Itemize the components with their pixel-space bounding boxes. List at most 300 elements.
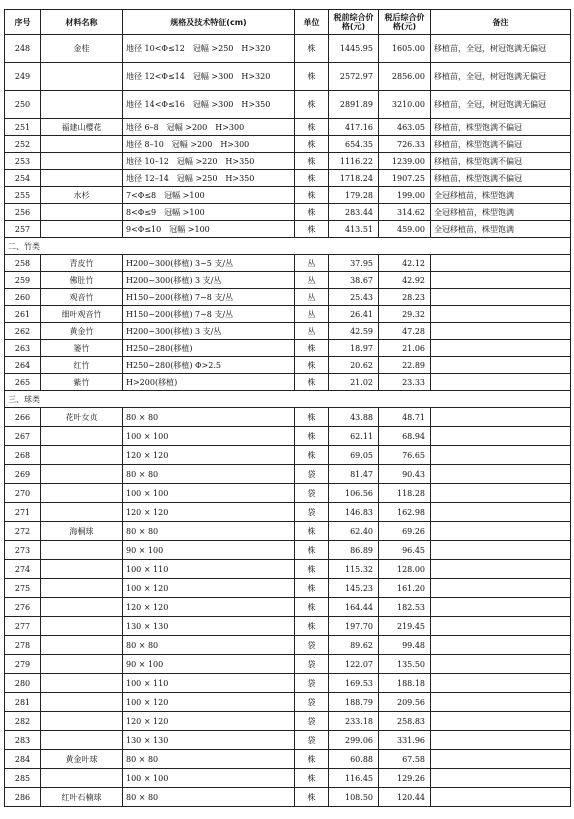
pre-tax-price: 81.47 bbox=[329, 465, 379, 484]
unit-cell: 袋 bbox=[295, 484, 329, 503]
row-number: 251 bbox=[5, 119, 41, 136]
unit-cell: 丛 bbox=[295, 323, 329, 340]
post-tax-price: 69.26 bbox=[379, 522, 431, 541]
spec-cell: 100 × 120 bbox=[123, 693, 295, 712]
material-name bbox=[41, 465, 123, 484]
post-tax-price: 209.56 bbox=[379, 693, 431, 712]
post-tax-price: 118.28 bbox=[379, 484, 431, 503]
spec-cell: 80 × 80 bbox=[123, 522, 295, 541]
row-number: 275 bbox=[5, 579, 41, 598]
note-cell: 移植苗，全冠，树冠饱满无偏冠 bbox=[431, 35, 571, 63]
row-number: 276 bbox=[5, 598, 41, 617]
post-tax-price: 67.58 bbox=[379, 750, 431, 769]
table-row bbox=[5, 598, 571, 617]
post-tax-price: 129.26 bbox=[379, 769, 431, 788]
spec-cell: 80 × 80 bbox=[123, 788, 295, 807]
unit-cell: 株 bbox=[295, 579, 329, 598]
row-number: 283 bbox=[5, 731, 41, 750]
unit-cell: 株 bbox=[295, 374, 329, 391]
row-number: 257 bbox=[5, 221, 41, 238]
table-row bbox=[5, 427, 571, 446]
pre-tax-price: 2891.89 bbox=[329, 91, 379, 119]
pre-tax-price: 1445.95 bbox=[329, 35, 379, 63]
material-name bbox=[41, 579, 123, 598]
spec-cell: 100 × 110 bbox=[123, 560, 295, 579]
unit-cell: 株 bbox=[295, 617, 329, 636]
spec-cell: 地径 8–10 冠幅 >200 H>300 bbox=[123, 136, 295, 153]
material-name bbox=[41, 153, 123, 170]
row-number: 282 bbox=[5, 712, 41, 731]
pre-tax-price: 116.45 bbox=[329, 769, 379, 788]
note-cell bbox=[431, 446, 571, 465]
material-name bbox=[41, 503, 123, 522]
unit-cell: 株 bbox=[295, 187, 329, 204]
pre-tax-price: 43.88 bbox=[329, 408, 379, 427]
note-cell: 全冠移植苗，株型饱满 bbox=[431, 204, 571, 221]
pre-tax-price: 108.50 bbox=[329, 788, 379, 807]
pre-tax-price: 164.44 bbox=[329, 598, 379, 617]
pre-tax-price: 18.97 bbox=[329, 340, 379, 357]
spec-cell: 90 × 100 bbox=[123, 655, 295, 674]
pre-tax-price: 42.59 bbox=[329, 323, 379, 340]
spec-cell: 120 × 120 bbox=[123, 598, 295, 617]
pre-tax-price: 146.83 bbox=[329, 503, 379, 522]
note-cell: 移植苗，株型饱满不偏冠 bbox=[431, 119, 571, 136]
spec-cell: 地径 12–14 冠幅 >250 H>350 bbox=[123, 170, 295, 187]
post-tax-price: 188.18 bbox=[379, 674, 431, 693]
pre-tax-price: 62.11 bbox=[329, 427, 379, 446]
spec-cell: 地径 6–8 冠幅 >200 H>300 bbox=[123, 119, 295, 136]
pre-tax-price: 89.62 bbox=[329, 636, 379, 655]
row-number: 255 bbox=[5, 187, 41, 204]
table-row bbox=[5, 465, 571, 484]
header-no: 序号 bbox=[5, 10, 41, 35]
table-row bbox=[5, 170, 571, 187]
material-name bbox=[41, 636, 123, 655]
unit-cell: 株 bbox=[295, 541, 329, 560]
material-name: 海桐球 bbox=[41, 522, 123, 541]
spec-cell: 8<Φ≤9 冠幅 >100 bbox=[123, 204, 295, 221]
spec-cell: 90 × 100 bbox=[123, 541, 295, 560]
post-tax-price: 199.00 bbox=[379, 187, 431, 204]
post-tax-price: 459.00 bbox=[379, 221, 431, 238]
material-name: 黄金竹 bbox=[41, 323, 123, 340]
note-cell: 全冠移植苗，株型饱满 bbox=[431, 187, 571, 204]
spec-cell: 7<Φ≤8 冠幅 >100 bbox=[123, 187, 295, 204]
spec-cell: 100 × 100 bbox=[123, 484, 295, 503]
post-tax-price: 76.65 bbox=[379, 446, 431, 465]
row-number: 256 bbox=[5, 204, 41, 221]
material-name: 红叶石楠球 bbox=[41, 788, 123, 807]
unit-cell: 株 bbox=[295, 408, 329, 427]
note-cell bbox=[431, 357, 571, 374]
table-row bbox=[5, 255, 571, 272]
material-name: 花叶女贞 bbox=[41, 408, 123, 427]
pre-tax-price: 60.88 bbox=[329, 750, 379, 769]
spec-cell: 120 × 120 bbox=[123, 503, 295, 522]
table-row bbox=[5, 503, 571, 522]
spec-cell: H>200(移植) bbox=[123, 374, 295, 391]
note-cell bbox=[431, 289, 571, 306]
pre-tax-price: 299.06 bbox=[329, 731, 379, 750]
row-number: 259 bbox=[5, 272, 41, 289]
note-cell bbox=[431, 750, 571, 769]
post-tax-price: 1605.00 bbox=[379, 35, 431, 63]
unit-cell: 株 bbox=[295, 340, 329, 357]
material-name bbox=[41, 204, 123, 221]
material-name: 紫竹 bbox=[41, 374, 123, 391]
note-cell bbox=[431, 340, 571, 357]
row-number: 279 bbox=[5, 655, 41, 674]
pre-tax-price: 2572.97 bbox=[329, 63, 379, 91]
row-number: 264 bbox=[5, 357, 41, 374]
table-row bbox=[5, 63, 571, 91]
material-name bbox=[41, 769, 123, 788]
material-name bbox=[41, 655, 123, 674]
material-name: 细叶观音竹 bbox=[41, 306, 123, 323]
unit-cell: 袋 bbox=[295, 674, 329, 693]
table-row bbox=[5, 788, 571, 807]
table-row bbox=[5, 655, 571, 674]
table-row bbox=[5, 153, 571, 170]
material-name bbox=[41, 712, 123, 731]
spec-cell: H250~280(移植) Φ>2.5 bbox=[123, 357, 295, 374]
table-row bbox=[5, 136, 571, 153]
material-name bbox=[41, 674, 123, 693]
row-number: 249 bbox=[5, 63, 41, 91]
table-row bbox=[5, 340, 571, 357]
unit-cell: 丛 bbox=[295, 306, 329, 323]
note-cell bbox=[431, 598, 571, 617]
material-name bbox=[41, 170, 123, 187]
material-name: 佛肚竹 bbox=[41, 272, 123, 289]
row-number: 271 bbox=[5, 503, 41, 522]
pre-tax-price: 106.56 bbox=[329, 484, 379, 503]
row-number: 250 bbox=[5, 91, 41, 119]
table-row bbox=[5, 769, 571, 788]
header-unit: 单位 bbox=[295, 10, 329, 35]
post-tax-price: 128.00 bbox=[379, 560, 431, 579]
table-row bbox=[5, 357, 571, 374]
pre-tax-price: 21.02 bbox=[329, 374, 379, 391]
note-cell bbox=[431, 484, 571, 503]
spec-cell: 100 × 110 bbox=[123, 674, 295, 693]
unit-cell: 丛 bbox=[295, 272, 329, 289]
row-number: 278 bbox=[5, 636, 41, 655]
unit-cell: 袋 bbox=[295, 465, 329, 484]
table-row bbox=[5, 693, 571, 712]
material-name bbox=[41, 693, 123, 712]
unit-cell: 袋 bbox=[295, 712, 329, 731]
row-number: 253 bbox=[5, 153, 41, 170]
note-cell: 移植苗，株型饱满不偏冠 bbox=[431, 170, 571, 187]
post-tax-price: 314.62 bbox=[379, 204, 431, 221]
unit-cell: 株 bbox=[295, 560, 329, 579]
table-row bbox=[5, 750, 571, 769]
unit-cell: 株 bbox=[295, 769, 329, 788]
pre-tax-price: 413.51 bbox=[329, 221, 379, 238]
table-row bbox=[5, 221, 571, 238]
table-row bbox=[5, 119, 571, 136]
material-name bbox=[41, 560, 123, 579]
post-tax-price: 90.43 bbox=[379, 465, 431, 484]
unit-cell: 株 bbox=[295, 522, 329, 541]
material-name: 金桂 bbox=[41, 35, 123, 63]
unit-cell: 袋 bbox=[295, 503, 329, 522]
unit-cell: 株 bbox=[295, 91, 329, 119]
pre-tax-price: 1116.22 bbox=[329, 153, 379, 170]
material-name bbox=[41, 446, 123, 465]
note-cell: 移植苗，全冠，树冠饱满无偏冠 bbox=[431, 91, 571, 119]
spec-cell: 地径 10–12 冠幅 >220 H>350 bbox=[123, 153, 295, 170]
row-number: 260 bbox=[5, 289, 41, 306]
post-tax-price: 135.50 bbox=[379, 655, 431, 674]
unit-cell: 株 bbox=[295, 221, 329, 238]
spec-cell: 120 × 120 bbox=[123, 446, 295, 465]
post-tax-price: 219.45 bbox=[379, 617, 431, 636]
post-tax-price: 29.32 bbox=[379, 306, 431, 323]
material-name bbox=[41, 91, 123, 119]
note-cell bbox=[431, 712, 571, 731]
spec-cell: 80 × 80 bbox=[123, 408, 295, 427]
note-cell bbox=[431, 560, 571, 579]
post-tax-price: 68.94 bbox=[379, 427, 431, 446]
post-tax-price: 162.98 bbox=[379, 503, 431, 522]
post-tax-price: 1907.25 bbox=[379, 170, 431, 187]
table-row bbox=[5, 731, 571, 750]
pre-tax-price: 26.41 bbox=[329, 306, 379, 323]
section-row bbox=[5, 238, 571, 255]
table-row bbox=[5, 408, 571, 427]
pre-tax-price: 417.16 bbox=[329, 119, 379, 136]
table-row bbox=[5, 522, 571, 541]
section-label: 三、球类 bbox=[5, 391, 571, 408]
post-tax-price: 463.05 bbox=[379, 119, 431, 136]
unit-cell: 株 bbox=[295, 446, 329, 465]
unit-cell: 株 bbox=[295, 204, 329, 221]
note-cell bbox=[431, 323, 571, 340]
spec-cell: 地径 14<Φ≤16 冠幅 >300 H>350 bbox=[123, 91, 295, 119]
header-row bbox=[5, 10, 571, 35]
unit-cell: 株 bbox=[295, 63, 329, 91]
table-row bbox=[5, 636, 571, 655]
post-tax-price: 23.33 bbox=[379, 374, 431, 391]
pre-tax-price: 145.23 bbox=[329, 579, 379, 598]
unit-cell: 袋 bbox=[295, 655, 329, 674]
pre-tax-price: 38.67 bbox=[329, 272, 379, 289]
pre-tax-price: 37.95 bbox=[329, 255, 379, 272]
header-note: 备注 bbox=[431, 10, 571, 35]
table-row bbox=[5, 187, 571, 204]
row-number: 262 bbox=[5, 323, 41, 340]
spec-cell: 地径 10<Φ≤12 冠幅 >250 H>320 bbox=[123, 35, 295, 63]
material-name bbox=[41, 136, 123, 153]
post-tax-price: 161.20 bbox=[379, 579, 431, 598]
spec-cell: 80 × 80 bbox=[123, 750, 295, 769]
header-post-tax: 税后综合价格(元) bbox=[379, 10, 431, 35]
unit-cell: 丛 bbox=[295, 289, 329, 306]
note-cell bbox=[431, 693, 571, 712]
table-row bbox=[5, 204, 571, 221]
note-cell bbox=[431, 788, 571, 807]
price-table bbox=[4, 9, 571, 807]
pre-tax-price: 188.79 bbox=[329, 693, 379, 712]
post-tax-price: 48.71 bbox=[379, 408, 431, 427]
material-name bbox=[41, 541, 123, 560]
row-number: 258 bbox=[5, 255, 41, 272]
row-number: 285 bbox=[5, 769, 41, 788]
post-tax-price: 726.33 bbox=[379, 136, 431, 153]
row-number: 286 bbox=[5, 788, 41, 807]
table-row bbox=[5, 374, 571, 391]
section-label: 二、竹类 bbox=[5, 238, 571, 255]
pre-tax-price: 115.32 bbox=[329, 560, 379, 579]
material-name bbox=[41, 484, 123, 503]
unit-cell: 株 bbox=[295, 598, 329, 617]
pre-tax-price: 283.44 bbox=[329, 204, 379, 221]
section-row bbox=[5, 391, 571, 408]
row-number: 281 bbox=[5, 693, 41, 712]
note-cell bbox=[431, 731, 571, 750]
table-row bbox=[5, 91, 571, 119]
note-cell: 移植苗，株型饱满不偏冠 bbox=[431, 153, 571, 170]
post-tax-price: 120.44 bbox=[379, 788, 431, 807]
table-row bbox=[5, 674, 571, 693]
spec-cell: 100 × 100 bbox=[123, 427, 295, 446]
spec-cell: 120 × 120 bbox=[123, 712, 295, 731]
note-cell bbox=[431, 541, 571, 560]
post-tax-price: 42.92 bbox=[379, 272, 431, 289]
material-name: 水杉 bbox=[41, 187, 123, 204]
material-name: 青皮竹 bbox=[41, 255, 123, 272]
note-cell bbox=[431, 636, 571, 655]
unit-cell: 株 bbox=[295, 357, 329, 374]
row-number: 252 bbox=[5, 136, 41, 153]
material-name: 黄金叶球 bbox=[41, 750, 123, 769]
post-tax-price: 99.48 bbox=[379, 636, 431, 655]
spec-cell: 80 × 80 bbox=[123, 465, 295, 484]
note-cell bbox=[431, 374, 571, 391]
material-name bbox=[41, 617, 123, 636]
spec-cell: 130 × 130 bbox=[123, 617, 295, 636]
note-cell: 移植苗，株型饱满不偏冠 bbox=[431, 136, 571, 153]
material-name: 福建山樱花 bbox=[41, 119, 123, 136]
note-cell bbox=[431, 522, 571, 541]
table-row bbox=[5, 289, 571, 306]
row-number: 266 bbox=[5, 408, 41, 427]
unit-cell: 袋 bbox=[295, 636, 329, 655]
spec-cell: 9<Φ≤10 冠幅 >100 bbox=[123, 221, 295, 238]
note-cell bbox=[431, 408, 571, 427]
row-number: 268 bbox=[5, 446, 41, 465]
post-tax-price: 2856.00 bbox=[379, 63, 431, 91]
post-tax-price: 22.89 bbox=[379, 357, 431, 374]
row-number: 273 bbox=[5, 541, 41, 560]
pre-tax-price: 25.43 bbox=[329, 289, 379, 306]
row-number: 261 bbox=[5, 306, 41, 323]
row-number: 265 bbox=[5, 374, 41, 391]
table-row bbox=[5, 446, 571, 465]
row-number: 269 bbox=[5, 465, 41, 484]
post-tax-price: 3210.00 bbox=[379, 91, 431, 119]
pre-tax-price: 654.35 bbox=[329, 136, 379, 153]
row-number: 263 bbox=[5, 340, 41, 357]
note-cell bbox=[431, 769, 571, 788]
unit-cell: 袋 bbox=[295, 731, 329, 750]
material-name: 红竹 bbox=[41, 357, 123, 374]
unit-cell: 株 bbox=[295, 427, 329, 446]
pre-tax-price: 62.40 bbox=[329, 522, 379, 541]
spec-cell: H200~300(移植) 3 支/丛 bbox=[123, 272, 295, 289]
post-tax-price: 258.83 bbox=[379, 712, 431, 731]
post-tax-price: 182.53 bbox=[379, 598, 431, 617]
material-name bbox=[41, 598, 123, 617]
row-number: 270 bbox=[5, 484, 41, 503]
unit-cell: 株 bbox=[295, 750, 329, 769]
table-row bbox=[5, 323, 571, 340]
post-tax-price: 331.96 bbox=[379, 731, 431, 750]
spec-cell: 100 × 100 bbox=[123, 769, 295, 788]
note-cell bbox=[431, 503, 571, 522]
post-tax-price: 1239.00 bbox=[379, 153, 431, 170]
unit-cell: 袋 bbox=[295, 693, 329, 712]
header-spec: 规格及技术特征(cm) bbox=[123, 10, 295, 35]
material-name bbox=[41, 221, 123, 238]
table-row bbox=[5, 484, 571, 503]
pre-tax-price: 69.05 bbox=[329, 446, 379, 465]
note-cell bbox=[431, 306, 571, 323]
header-name: 材料名称 bbox=[41, 10, 123, 35]
spec-cell: H150~200(移植) 7~8 支/丛 bbox=[123, 306, 295, 323]
post-tax-price: 42.12 bbox=[379, 255, 431, 272]
pre-tax-price: 86.89 bbox=[329, 541, 379, 560]
unit-cell: 株 bbox=[295, 35, 329, 63]
material-name bbox=[41, 63, 123, 91]
unit-cell: 株 bbox=[295, 136, 329, 153]
material-name bbox=[41, 427, 123, 446]
note-cell: 移植苗，全冠，树冠饱满无偏冠 bbox=[431, 63, 571, 91]
note-cell: 全冠移植苗，株型饱满 bbox=[431, 221, 571, 238]
note-cell bbox=[431, 465, 571, 484]
note-cell bbox=[431, 579, 571, 598]
table-row bbox=[5, 712, 571, 731]
pre-tax-price: 197.70 bbox=[329, 617, 379, 636]
unit-cell: 株 bbox=[295, 170, 329, 187]
spec-cell: 100 × 120 bbox=[123, 579, 295, 598]
post-tax-price: 96.45 bbox=[379, 541, 431, 560]
table-row bbox=[5, 541, 571, 560]
note-cell bbox=[431, 655, 571, 674]
pre-tax-price: 1718.24 bbox=[329, 170, 379, 187]
note-cell bbox=[431, 255, 571, 272]
pre-tax-price: 179.28 bbox=[329, 187, 379, 204]
post-tax-price: 21.06 bbox=[379, 340, 431, 357]
note-cell bbox=[431, 617, 571, 636]
note-cell bbox=[431, 272, 571, 289]
pre-tax-price: 233.18 bbox=[329, 712, 379, 731]
table-row bbox=[5, 579, 571, 598]
spec-cell: H150~200(移植) 7~8 支/丛 bbox=[123, 289, 295, 306]
note-cell bbox=[431, 674, 571, 693]
spec-cell: 地径 12<Φ≤14 冠幅 >300 H>320 bbox=[123, 63, 295, 91]
row-number: 274 bbox=[5, 560, 41, 579]
spec-cell: 130 × 130 bbox=[123, 731, 295, 750]
unit-cell: 株 bbox=[295, 153, 329, 170]
table-row bbox=[5, 560, 571, 579]
header-pre-tax: 税前综合价格(元) bbox=[329, 10, 379, 35]
note-cell bbox=[431, 427, 571, 446]
pre-tax-price: 169.53 bbox=[329, 674, 379, 693]
